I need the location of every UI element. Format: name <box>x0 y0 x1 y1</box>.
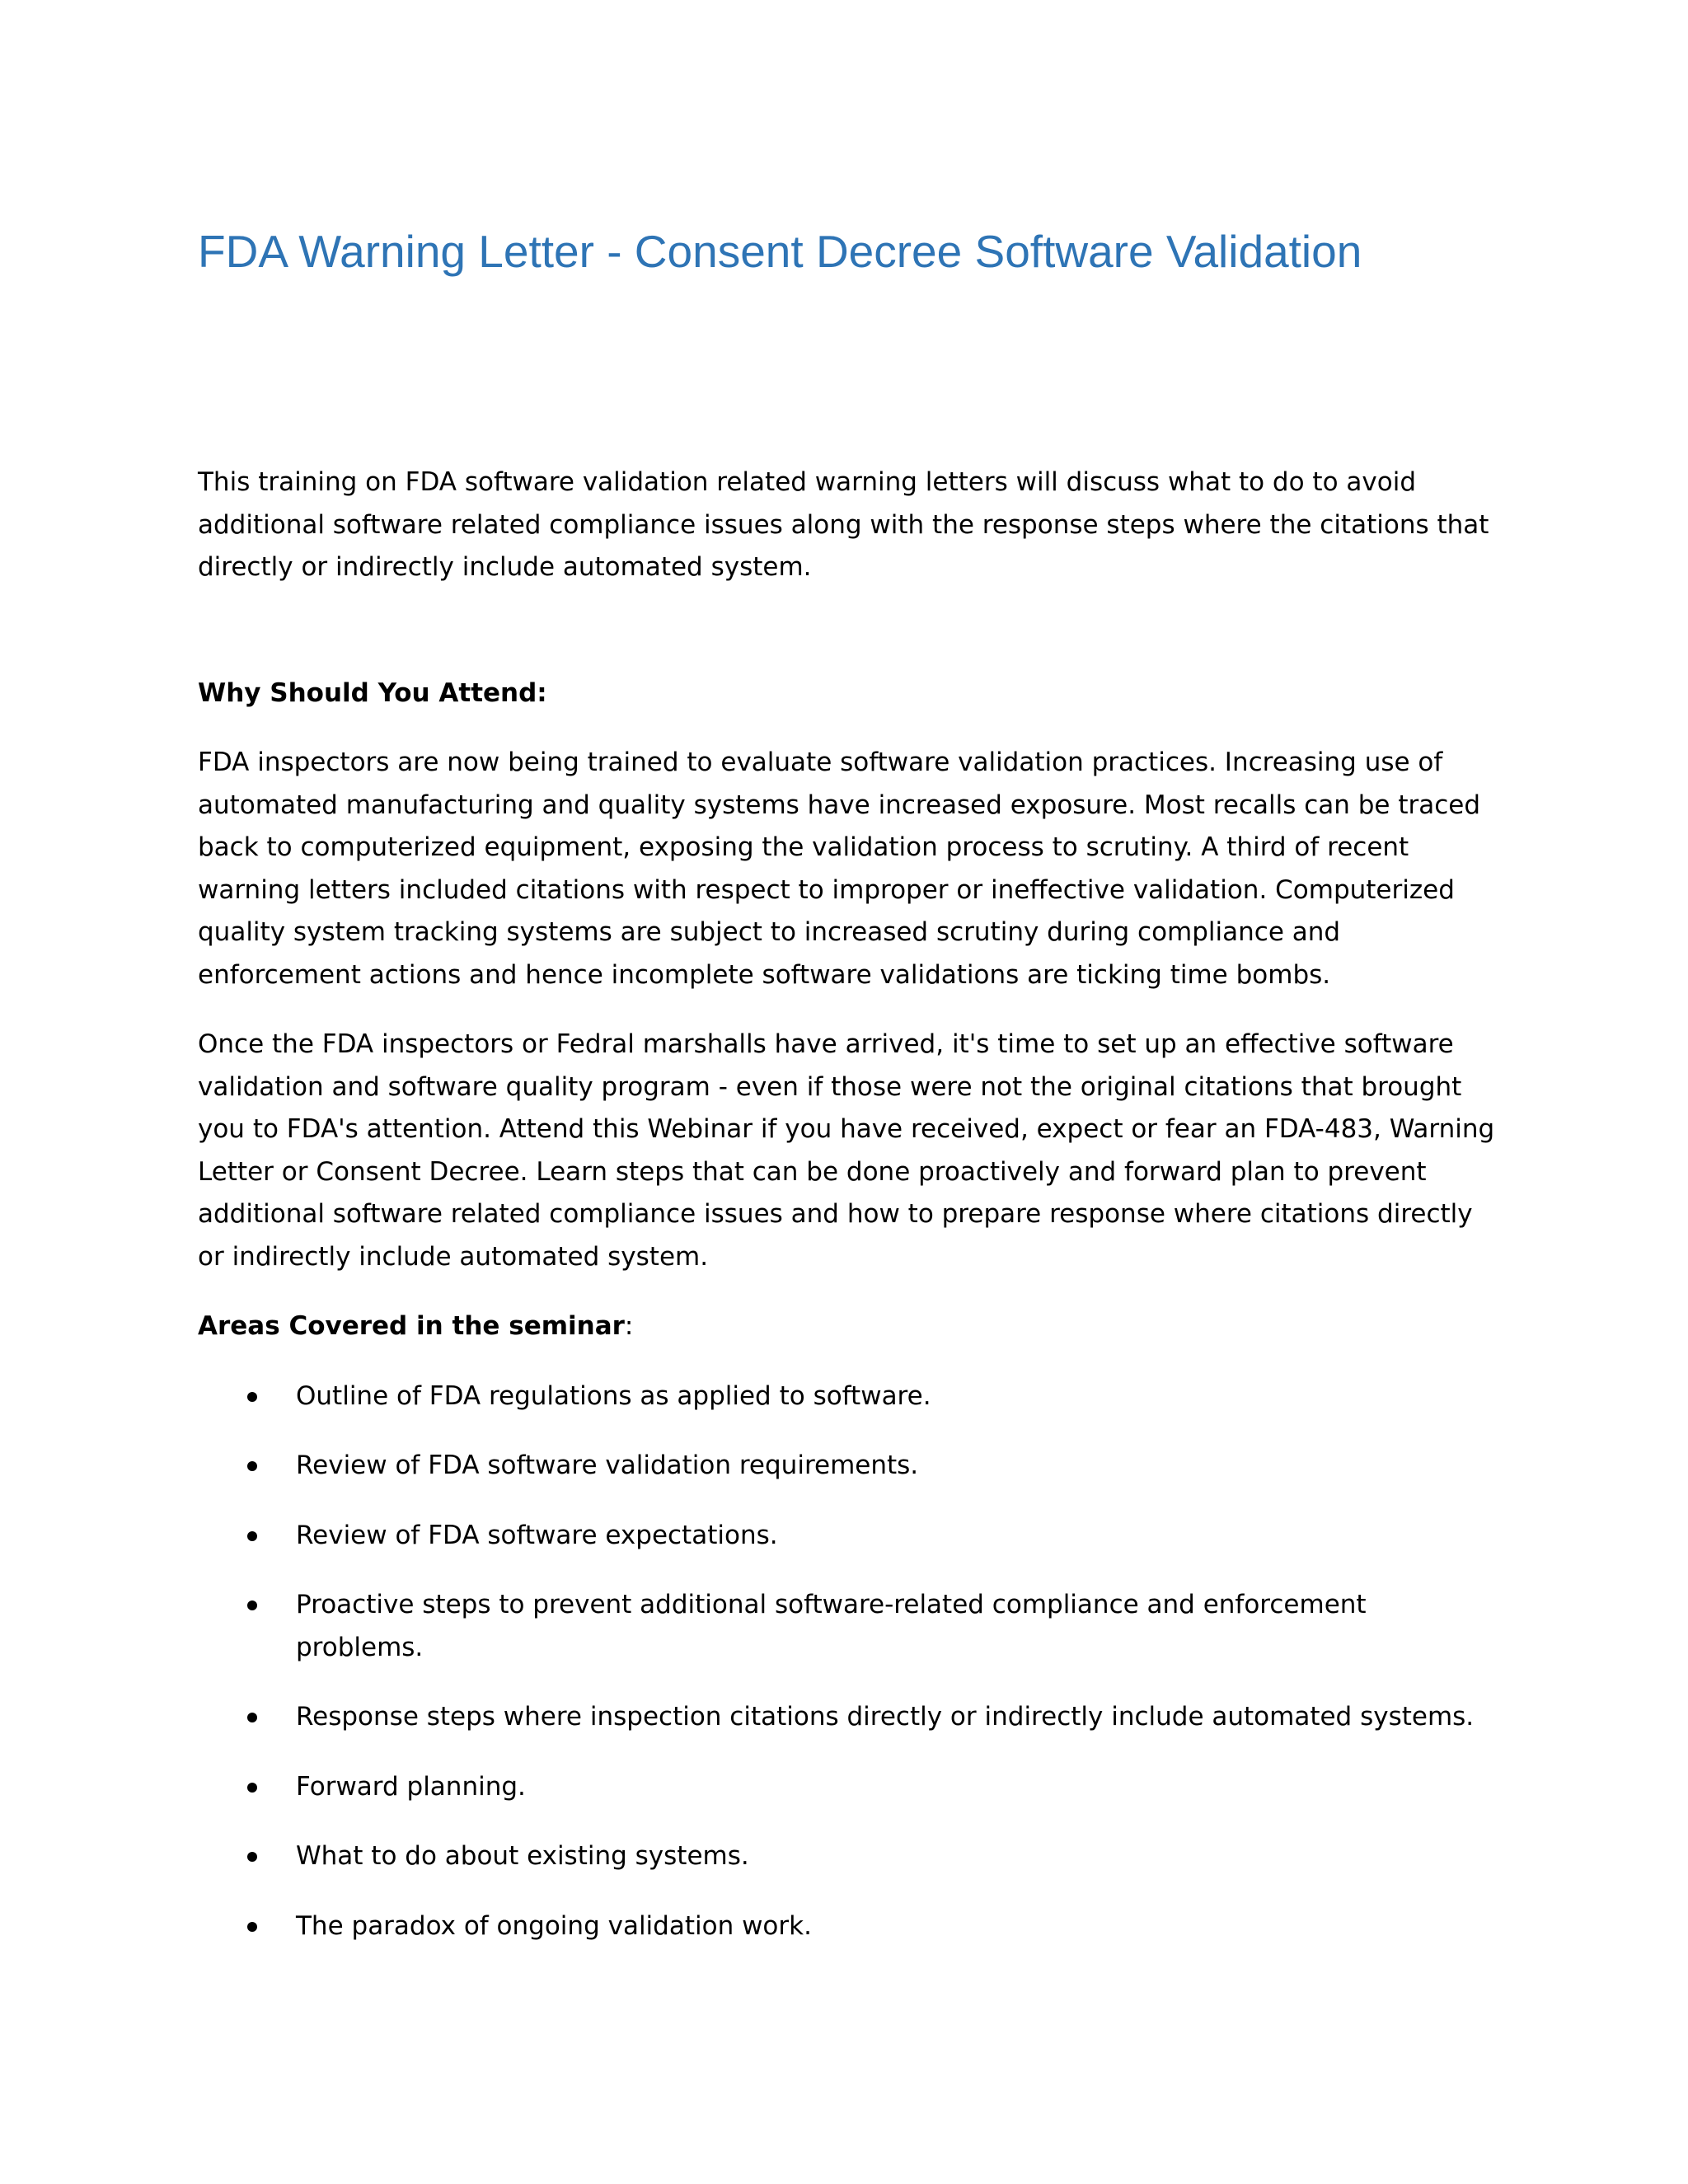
bullet-icon <box>247 1713 257 1722</box>
list-item-text: Review of FDA software validation requirements. <box>296 1451 919 1480</box>
bullet-icon <box>247 1601 257 1610</box>
list-item <box>198 1766 1500 1809</box>
document-title: FDA Warning Letter - Consent Decree Software Validation <box>198 226 1362 277</box>
list-item <box>198 1445 1500 1488</box>
list-item-text: Response steps where inspection citations directly or indirectly include automated systems. <box>296 1702 1475 1732</box>
why-attend-heading: Why Should You Attend: <box>198 677 547 708</box>
areas-covered-heading-colon: : <box>624 1311 634 1341</box>
bullet-icon <box>247 1531 257 1541</box>
list-item <box>198 1515 1500 1558</box>
list-item <box>198 1835 1500 1878</box>
list-item-text: Outline of FDA regulations as applied to software. <box>296 1380 931 1411</box>
bullet-icon <box>247 1852 257 1862</box>
areas-covered-list <box>198 1376 1500 1948</box>
list-item-text: Proactive steps to prevent additional software-related compliance and enforcement problems. <box>296 1590 1367 1662</box>
list-item-text: Forward planning. <box>296 1771 526 1802</box>
list-item-text: What to do about existing systems. <box>296 1841 749 1871</box>
why-attend-paragraph-1: FDA inspectors are now being trained to evaluate software validation practices. Increasing use of automated manufacturing and quality systems have increased exposure. Most recalls can be traced back to computerized equipment, exposing the validation process to scrutiny. A third of recent warning letters included citations with respect to improper or ineffective validation. Computerized quality system tracking systems are subject to increased scrutiny during compliance and enforcement actions and hence incomplete software validations are ticking time bombs. <box>198 748 1481 990</box>
bullet-icon <box>247 1461 257 1471</box>
why-attend-paragraph-2: Once the FDA inspectors or Fedral marshalls have arrived, it's time to set up an effective software validation and software quality program - even if those were not the original citations that brought you to FDA's attention. Attend this Webinar if you have received, expect or fear an FDA-483, Warning Letter or Consent Decree. Learn steps that can be done proactively and forward plan to prevent additional software related compliance issues and how to prepare response where citations directly or indirectly include automated system. <box>198 1029 1495 1272</box>
areas-covered-heading-label: Areas Covered in the seminar <box>198 1311 625 1341</box>
list-item <box>198 1696 1500 1739</box>
list-item <box>198 1584 1500 1669</box>
bullet-icon <box>247 1783 257 1793</box>
list-item-text: The paradox of ongoing validation work. <box>296 1910 812 1941</box>
areas-covered-heading <box>198 1305 1500 1348</box>
list-item <box>198 1376 1500 1418</box>
document-content <box>198 223 1500 1975</box>
bullet-icon <box>247 1922 257 1932</box>
list-item <box>198 1905 1500 1948</box>
bullet-icon <box>247 1392 257 1402</box>
intro-paragraph: This training on FDA software validation related warning letters will discuss what to do to avoid additional software related compliance issues along with the response steps where the citations that directly or indirectly include automated system. <box>198 467 1489 582</box>
list-item-text: Review of FDA software expectations. <box>296 1520 778 1550</box>
